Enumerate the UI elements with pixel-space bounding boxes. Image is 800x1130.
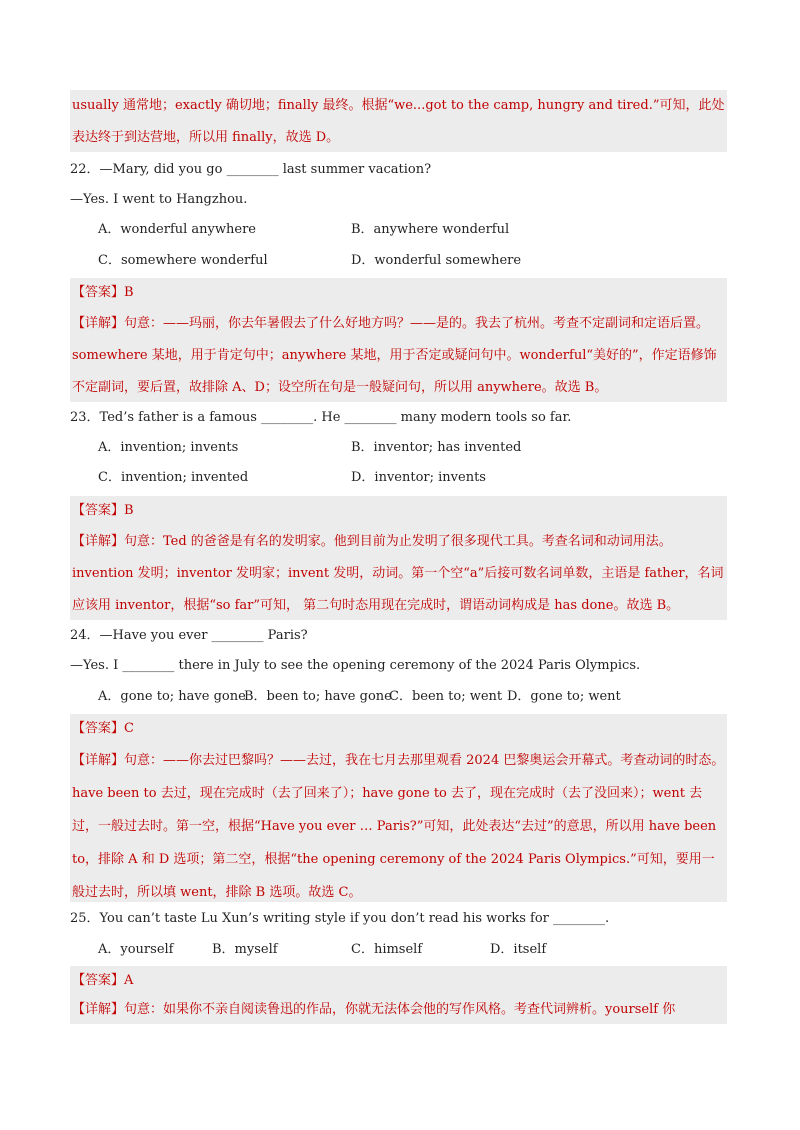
q24-detail-text: 【详解】句意：——你去过巴黎吗？——去过，我在七月去那里观看 2024 巴黎奥运会开幕式。考查动词的时态。have been to 去过，现在完成时（去了回来了）；have gone to 去了，现在完成时（去了没回来）；went 去过，一般过去时。第一空，根据“Have you ever … Paris?”可知，此处表达“去过”的意思，所以用 have been to，排除 A 和 D 选项；第二空，根据“the opening ceremony of the 2024 Paris Olympics.”可知，要用一般过去时，所以填 went，排除 B 选项。故选 C。 xyxy=(72,753,725,900)
q24-option-a: A．gone to; have gone xyxy=(98,689,246,704)
q25-answer-block xyxy=(70,966,727,1024)
q23-answer-block xyxy=(70,496,727,620)
q21-detail-text: usually 通常地；exactly 确切地；finally 最终。根据“we...got to the camp, hungry and tired.”可知，此处表达终于到达营地，所以用 finally，故选 D。 xyxy=(72,98,725,145)
q24-answer-block xyxy=(70,714,727,902)
q24-stem: 24．—Have you ever ________ Paris? xyxy=(70,628,308,643)
q22-option-d: D．wonderful somewhere xyxy=(351,253,522,268)
q22-reply: —Yes. I went to Hangzhou. xyxy=(70,192,248,207)
q23-option-b: B．inventor; has invented xyxy=(351,440,522,455)
q25-option-a: A．yourself xyxy=(98,942,174,957)
q22-option-b: B．anywhere wonderful xyxy=(351,222,510,237)
q23-answer: 【答案】B xyxy=(72,503,134,518)
q23-option-a: A．invention; invents xyxy=(98,440,239,455)
q23-detail-text: 【详解】句意：Ted 的爸爸是有名的发明家。他到目前为止发明了很多现代工具。考查名词和动词用法。invention 发明；inventor 发明家；invent 发明，动词。第一个空“a”后接可数名词单数，主语是 father，名词应该用 inventor，根据“so far”可知， 第二句时态用现在完成时，谓语动词构成是 has done。故选 B。 xyxy=(72,534,724,613)
q25-detail-text: 【详解】句意：如果你不亲自阅读鲁迅的作品，你就无法体会他的写作风格。考查代词辨析。yourself 你 xyxy=(72,1002,676,1017)
q22-answer-block xyxy=(70,278,727,402)
q23-option-d: D．inventor; invents xyxy=(351,470,486,485)
q24-option-c: C．been to; went xyxy=(389,689,503,704)
q22-detail-text: 【详解】句意：——玛丽，你去年暑假去了什么好地方吗？——是的。我去了杭州。考查不定副词和定语后置。somewhere 某地，用于肯定句中；anywhere 某地，用于否定或疑问句中。wonderful“美好的”，作定语修饰不定副词，要后置，故排除 A、D；设空所在句是一般疑问句，所以用 anywhere。故选 B。 xyxy=(72,316,717,395)
q25-answer: 【答案】A xyxy=(72,973,134,988)
q24-option-b: B．been to; have gone xyxy=(244,689,392,704)
q24-reply: —Yes. I ________ there in July to see the opening ceremony of the 2024 Paris Olympics. xyxy=(70,658,641,673)
q21-explanation-block xyxy=(70,90,727,152)
q23-option-c: C．invention; invented xyxy=(98,470,249,485)
q22-option-a: A．wonderful anywhere xyxy=(98,222,256,237)
q22-stem: 22．—Mary, did you go ________ last summer vacation? xyxy=(70,162,432,177)
q22-option-c: C．somewhere wonderful xyxy=(98,253,268,268)
q25-stem: 25．You can’t taste Lu Xun’s writing style if you don’t read his works for ________. xyxy=(70,911,610,926)
q25-option-d: D．itself xyxy=(490,942,547,957)
q25-option-c: C．himself xyxy=(351,942,423,957)
q25-option-b: B．myself xyxy=(212,942,278,957)
q24-option-d: D．gone to; went xyxy=(507,689,621,704)
q24-answer: 【答案】C xyxy=(72,721,134,736)
q22-answer: 【答案】B xyxy=(72,285,134,300)
q23-stem: 23．Ted’s father is a famous ________. He ________ many modern tools so far. xyxy=(70,410,572,425)
